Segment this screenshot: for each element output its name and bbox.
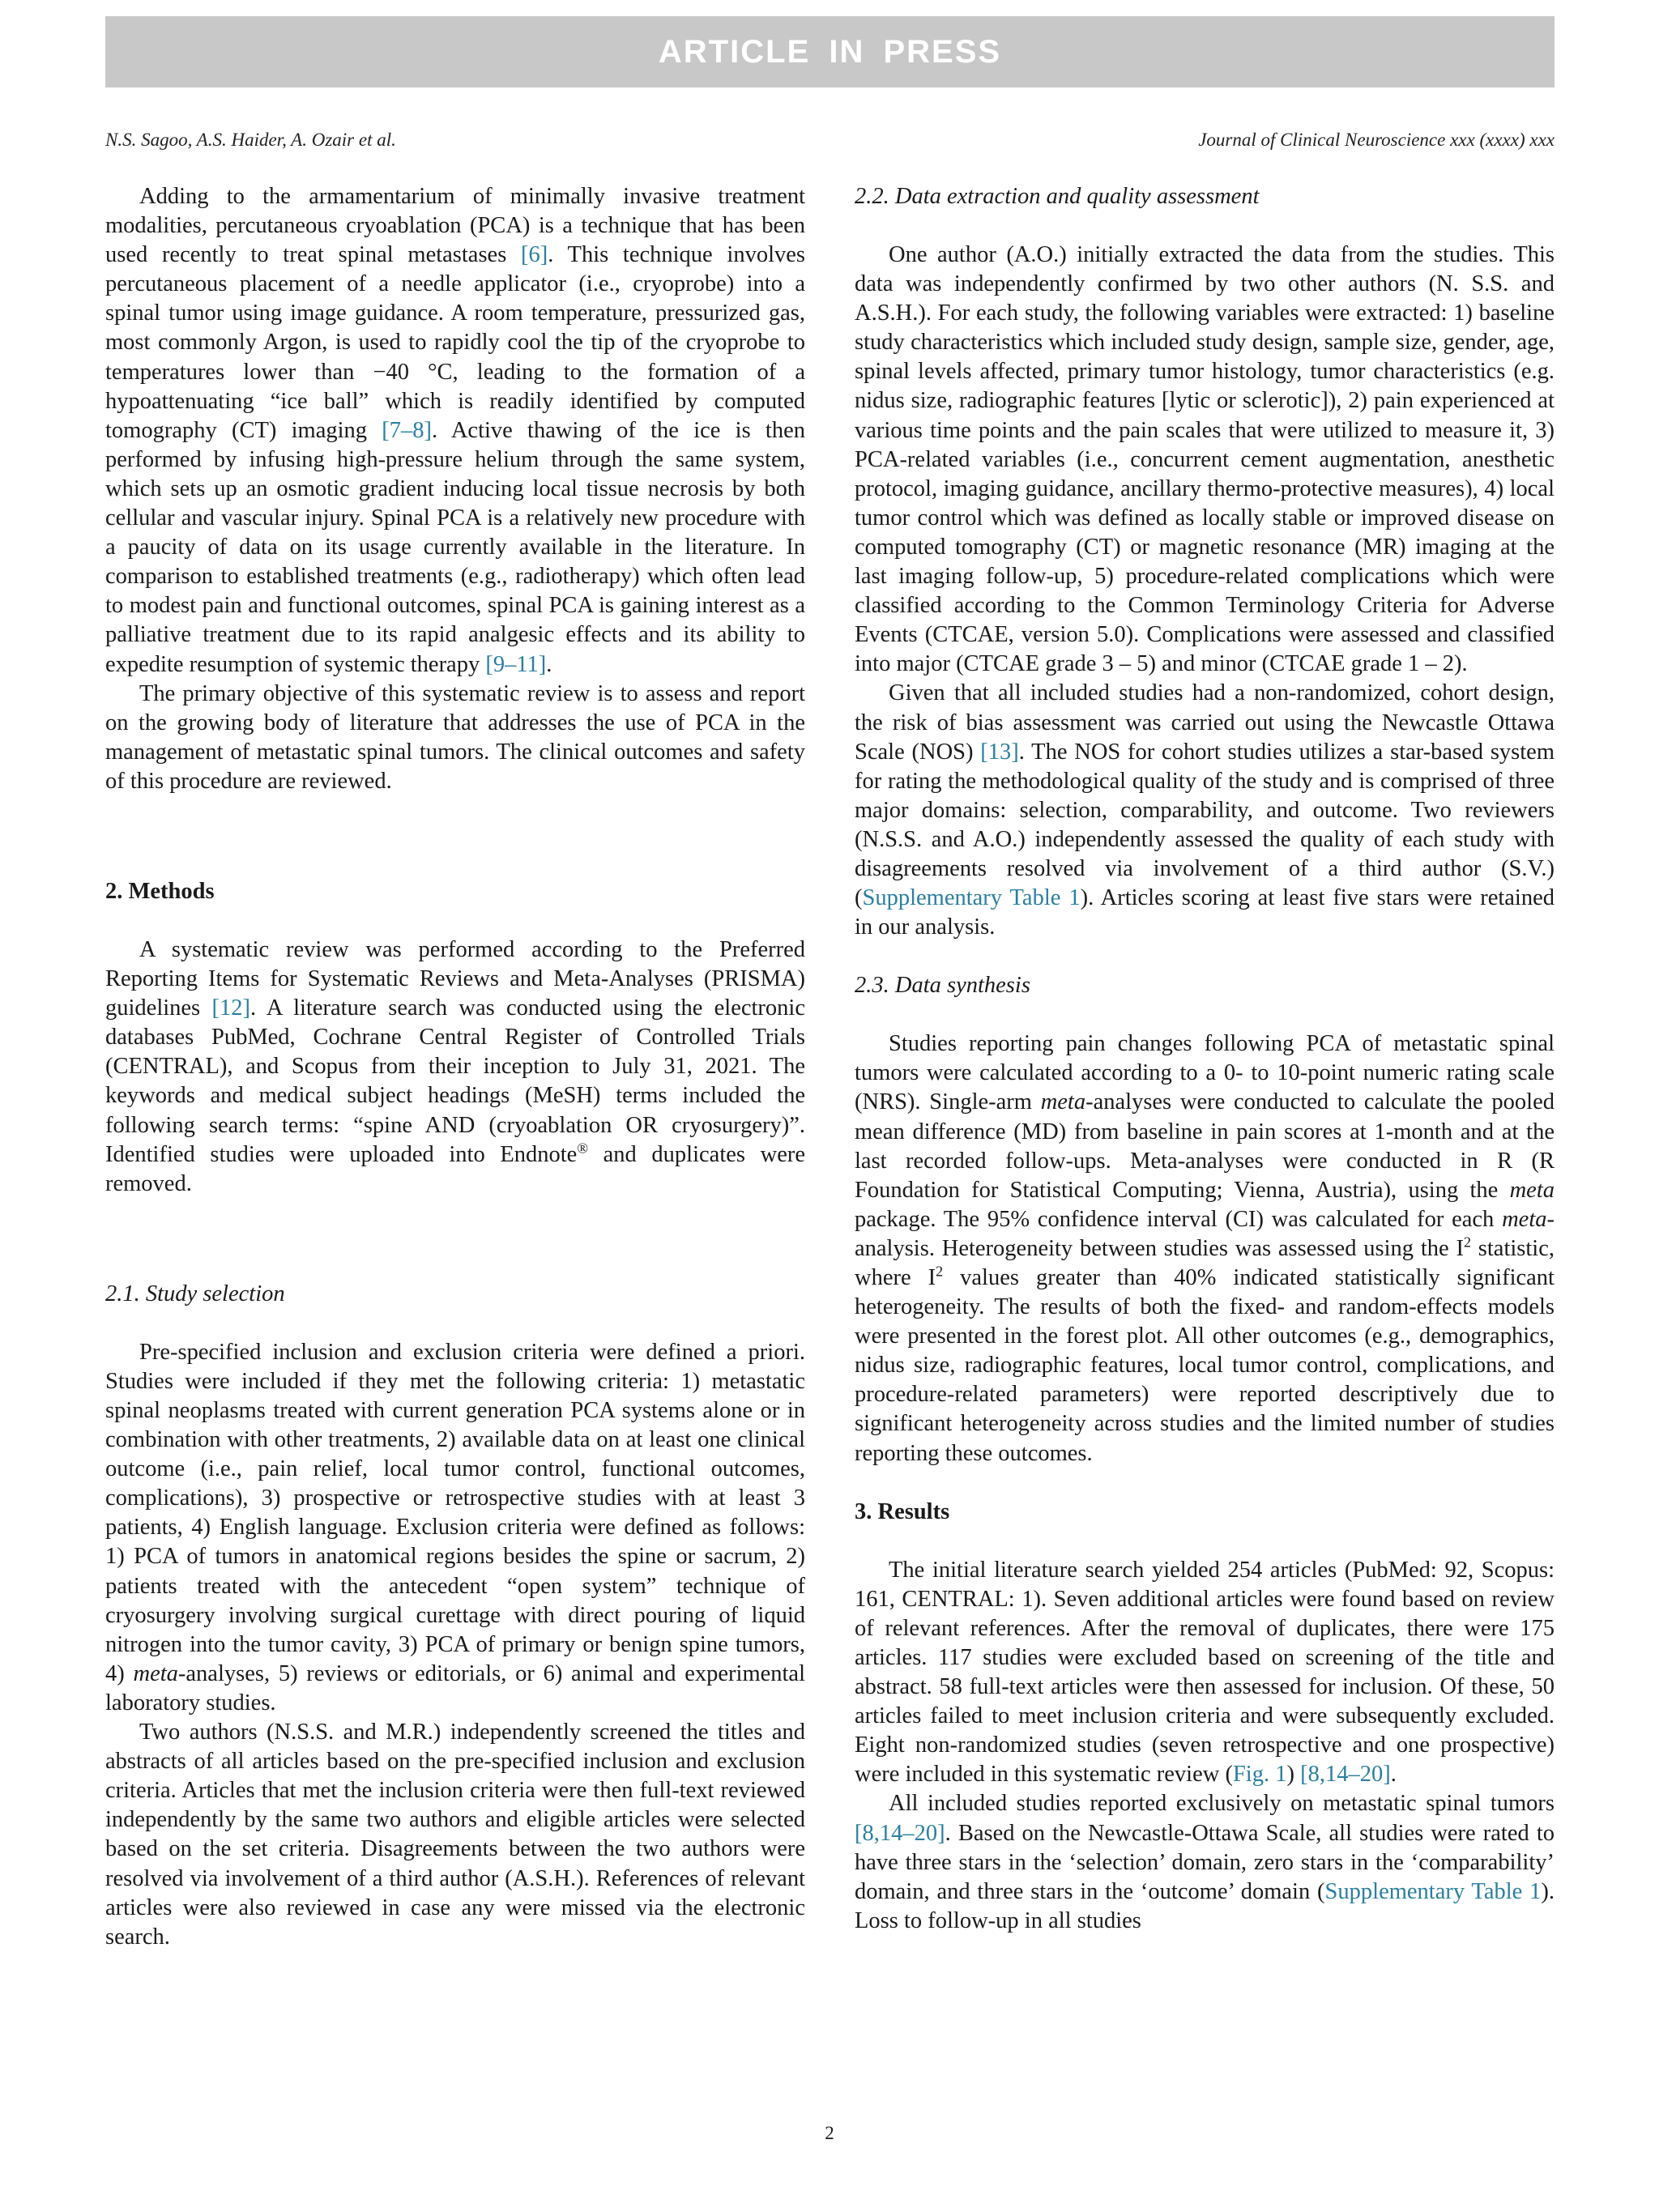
methods-heading: 2. Methods: [105, 878, 215, 904]
data-synthesis-paragraph: Studies reporting pain changes following PCA of metastatic spinal tumors were calculated according to a 0- to 10-point numeric rating scale (NRS). Single-arm meta-analyses were conducted to calculate the pooled mean difference (MD) from baseline in pain scores at 1-month and at the last recorded follow-ups. Meta-analyses were conducted in R (R Foundation for Statistical Computing; Vienna, Austria), using the meta package. The 95% confidence interval (CI) was calculated for each meta-analysis. Heterogeneity between studies was assessed using the $I^2$ statistic, where $I^2$ values greater than 40% indicated statistically significant heterogeneity. The results of both the fixed- and random-effects models were presented in the forest plot. All other outcomes (e.g., demographics, nidus size, radiographic features, local tumor control, complications, and procedure-related parameters) were reported descriptively due to significant heterogeneity across studies and the limited number of studies reporting these outcomes.: [855, 1031, 1555, 1466]
methods-paragraph: A systematic review was performed according to the Preferred Reporting Items for Systematic Reviews and Meta-Analyses (PRISMA) guidelines [12]. A literature search was conducted using the electronic databases PubMed, Cochrane Central Register of Controlled Trials (CENTRAL), and Scopus from their inception to July 31, 2021. The keywords and medical subject headings (MeSH) terms included the following search terms: “spine AND (cryoablation OR cryosurgery)”. Identified studies were uploaded into Endnote® and duplicates were removed.: [105, 936, 805, 1196]
running-head-journal: Journal of Clinical Neuroscience xxx (xxxx) xxx: [1198, 130, 1555, 150]
page-number: 2: [825, 2123, 834, 2143]
supplementary-table-link[interactable]: Supplementary Table 1: [862, 885, 1081, 911]
results-heading: 3. Results: [855, 1498, 950, 1524]
study-selection-heading: 2.1. Study selection: [105, 1281, 285, 1306]
fig-1-link[interactable]: Fig. 1: [1232, 1762, 1287, 1788]
results-paragraph-2: All included studies reported exclusively on metastatic spinal tumors [8,14–20]. Based on the Newcastle-Ottawa Scale, all studies were rated to have three stars in the ‘selection’ domain, zero stars in the ‘comparability’ domain, and three stars in the ‘outcome’ domain (Supplementary Table 1). Loss to follow-up in all studies: [855, 1791, 1555, 1933]
running-head-authors: N.S. Sagoo, A.S. Haider, A. Ozair et al.: [105, 130, 396, 150]
left-column: [105, 182, 805, 1952]
ref-link-9-11[interactable]: [9–11]: [485, 651, 547, 677]
data-extraction-heading: 2.2. Data extraction and quality assessment: [855, 184, 1260, 209]
ref-link-8-14-20[interactable]: [8,14–20]: [1300, 1762, 1391, 1788]
results-paragraph-1: The initial literature search yielded 254 articles (PubMed: 92, Scopus: 161, CENTRAL: 1). Seven additional articles were found based on review of relevant references. After the removal of duplicates, there were 175 articles. 117 studies were excluded based on screening of the title and abstract. 58 full-text articles were then assessed for inclusion. Of these, 50 articles failed to meet inclusion criteria and were subsequently excluded. Eight non-randomized studies (seven retrospective and one prospective) were included in this systematic review (Fig. 1) [8,14–20].: [855, 1557, 1555, 1788]
ref-link-12[interactable]: [12]: [211, 995, 250, 1021]
intro-paragraph-2: The primary objective of this systematic review is to assess and report on the growing body of literature that addresses the use of PCA in the management of metastatic spinal tumors. The clinical outcomes and safety of this procedure are reviewed.: [105, 680, 805, 794]
study-selection-paragraph-2: Two authors (N.S.S. and M.R.) independently screened the titles and abstracts of all articles based on the pre-specified inclusion and exclusion criteria. Articles that met the inclusion criteria were then full-text reviewed independently by the same two authors and eligible articles were selected based on the set criteria. Disagreements between the two authors were resolved via involvement of a third author (A.S.H.). References of relevant articles were also reviewed in case any were missed via the electronic search.: [105, 1720, 805, 1950]
data-extraction-paragraph-2: Given that all included studies had a non-randomized, cohort design, the risk of bias assessment was carried out using the Newcastle Ottawa Scale (NOS) [13]. The NOS for cohort studies utilizes a star-based system for rating the methodological quality of the study and is comprised of three major domains: selection, comparability, and outcome. Two reviewers (N.S.S. and A.O.) independently assessed the quality of each study with disagreements resolved via involvement of a third author (S.V.) (Supplementary Table 1). Articles scoring at least five stars were retained in our analysis.: [855, 680, 1555, 940]
study-selection-paragraph-1: Pre-specified inclusion and exclusion criteria were defined a priori. Studies were included if they met the following criteria: 1) metastatic spinal neoplasms treated with current generation PCA systems alone or in combination with other treatments, 2) available data on at least one clinical outcome (i.e., pain relief, local tumor control, functional outcomes, complications), 3) prospective or retrospective studies with at least 3 patients, 4) English language. Exclusion criteria were defined as follows: 1) PCA of tumors in anatomical regions besides the spine or sacrum, 2) patients treated with the antecedent “open system” technique of cryosurgery involving surgical curettage with direct pouring of liquid nitrogen into the tumor cavity, 3) PCA of primary or benign spine tumors, 4) meta-analyses, 5) reviews or editorials, or 6) animal and experimental laboratory studies.: [105, 1339, 806, 1715]
right-column: [855, 182, 1555, 1936]
intro-paragraph-1: Adding to the armamentarium of minimally invasive treatment modalities, percutaneous cryoablation (PCA) is a technique that has been used recently to treat spinal metastases [6]. This technique involves percutaneous placement of a needle applicator (i.e., cryoprobe) into a spinal tumor using image guidance. A room temperature, pressurized gas, most commonly Argon, is used to rapidly cool the tip of the cryoprobe to temperatures lower than −40 °C, leading to the formation of a hypoattenuating “ice ball” which is readily identified by computed tomography (CT) imaging [7–8]. Active thawing of the ice is then performed by infusing high-pressure helium through the same system, which sets up an osmotic gradient inducing local tissue necrosis by both cellular and vascular injury. Spinal PCA is a relatively new procedure with a paucity of data on its usage currently available in the literature. In comparison to established treatments (e.g., radiotherapy) which often lead to modest pain and functional outcomes, spinal PCA is gaining interest as a palliative treatment due to its rapid analgesic effects and its ability to expedite resumption of systemic therapy [9–11].: [105, 184, 805, 677]
data-synthesis-heading: 2.3. Data synthesis: [855, 973, 1030, 999]
supplementary-table-link-2[interactable]: Supplementary Table 1: [1324, 1878, 1542, 1904]
ref-link-8-14-20-b[interactable]: [8,14–20]: [855, 1820, 945, 1846]
banner-text: ARTICLE IN PRESS: [658, 33, 1002, 70]
article-in-press-banner: [105, 16, 1555, 87]
data-extraction-paragraph-1: One author (A.O.) initially extracted the data from the studies. This data was independently confirmed by two other authors (N. S.S. and A.S.H.). For each study, the following variables were extracted: 1) baseline study characteristics which included study design, sample size, gender, age, spinal levels affected, primary tumor histology, tumor characteristics (e.g. nidus size, radiographic features [lytic or sclerotic]), 2) pain experienced at various time points and the pain scales that were utilized to measure it, 3) PCA-related variables (i.e., concurrent cement augmentation, anesthetic protocol, imaging guidance, ancillary thermo-protective measures), 4) local tumor control which was defined as locally stable or improved disease on computed tomography (CT) or magnetic resonance (MR) imaging at the last imaging follow-up, 5) procedure-related complications which were classified according to the Common Terminology Criteria for Adverse Events (CTCAE, version 5.0). Complications were assessed and classified into major (CTCAE grade 3 – 5) and minor (CTCAE grade 1 – 2).: [855, 242, 1555, 677]
ref-link-7-8[interactable]: [7–8]: [382, 417, 433, 443]
ref-link-6[interactable]: [6]: [521, 242, 548, 268]
ref-link-13[interactable]: [13]: [980, 739, 1019, 765]
